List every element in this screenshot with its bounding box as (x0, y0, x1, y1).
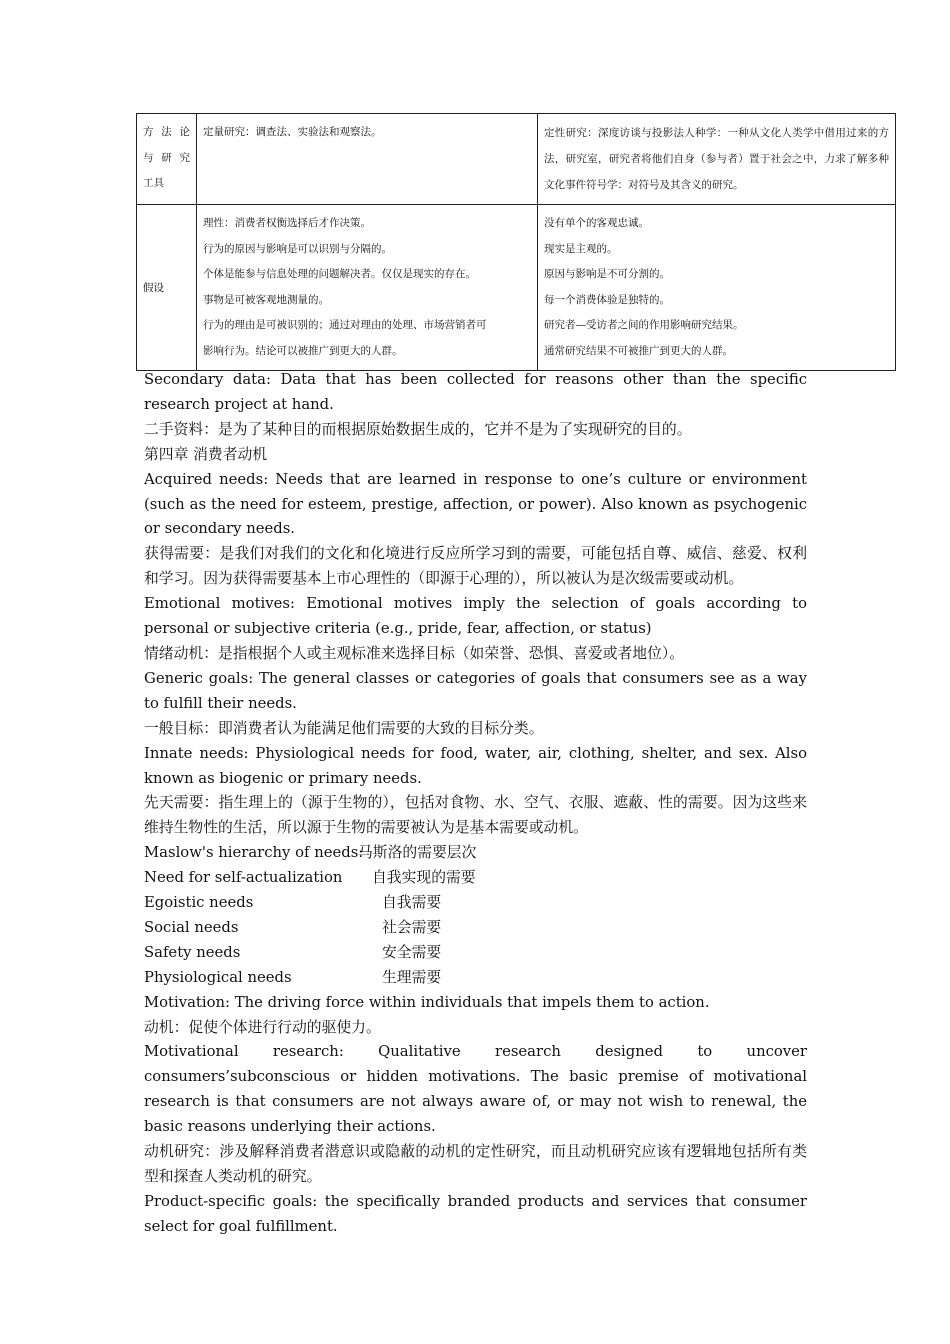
cell-line: 理性：消费者权衡选择后才作决策。 (203, 217, 371, 229)
generic-goals-cn: 一般目标：即消费者认为能满足他们需要的大致的目标分类。 (144, 719, 544, 737)
cell-line: 行为的理由是可被识别的；通过对理由的处理、市场营销者可 (203, 319, 487, 331)
generic-goals-en: Generic goals: The general classes or categories of goals that consumers see as a way to fulfill their needs. (144, 669, 807, 712)
cell-line: 行为的原因与影响是可以识别与分隔的。 (203, 242, 392, 255)
maslow-level (144, 866, 807, 891)
cell-line: 影响行为。结论可以被推广到更大的人群。 (203, 344, 403, 357)
maslow-level-en: Safety needs (144, 943, 241, 961)
maslow-level (144, 966, 807, 991)
label-line: 工具 (143, 177, 164, 189)
acquired-needs-cn: 获得需要：是我们对我们的文化和化境进行反应所学习到的需要，可能包括自尊、威信、慈爱、权利和学习。因为获得需要基本上市心理性的（即源于心理的），所以被认为是次级需要或动机。 (144, 545, 807, 588)
maslow-level-en: Social needs (144, 918, 239, 936)
cell-line: 事物是可被客观地测量的。 (203, 293, 329, 306)
label-line: 与 研 究 (143, 151, 190, 164)
innate-needs-en: Innate needs: Physiological needs for food, water, air, clothing, shelter, and sex. Also known as biogenic or primary needs. (144, 744, 807, 787)
maslow-level-en: Need for self-actualization (144, 869, 343, 887)
quantitative-cell (197, 205, 538, 371)
maslow-level-cn: 安全需要 (382, 943, 442, 961)
cell-line: 通常研究结果不可被推广到更大的人群。 (544, 344, 733, 357)
cell-line: 没有单个的客观忠诚。 (544, 217, 649, 229)
motivation-en: Motivation: The driving force within individuals that impels them to action. (144, 993, 710, 1011)
row-label-methodology (137, 114, 197, 205)
qualitative-cell (538, 114, 896, 205)
document-body (144, 368, 807, 1240)
motivational-research-en: Motivational research: Qualitative research designed to uncover consumers’subconscious or hidden motivations. The basic premise of motivational research is that consumers are not always aware of, or may not wish to renewal, the basic reasons underlying their actions. (144, 1043, 807, 1136)
maslow-level (144, 891, 807, 916)
maslow-heading (144, 841, 807, 866)
comparison-table (136, 113, 896, 371)
chapter-heading: 第四章 消费者动机 (144, 445, 268, 463)
maslow-level (144, 916, 807, 941)
maslow-level-en: Physiological needs (144, 968, 292, 986)
cell-line: 定量研究：调查法、实验法和观察法。 (203, 126, 382, 138)
secondary-data-en: Secondary data: Data that has been collected for reasons other than the specific research project at hand. (144, 371, 807, 413)
motivation-cn: 动机：促使个体进行行动的驱使力。 (144, 1018, 381, 1036)
cell-text: 定性研究：深度访谈与投影法人种学：一种从文化人类学中借用过来的方法，研究室，研究者将他们自身（参与者）置于社会之中，力求了解多种文化事件符号学：对符号及其含义的研究。 (544, 127, 889, 191)
maslow-heading-en: Maslow's hierarchy of needs: (144, 844, 364, 862)
cell-line: 个体是能参与信息处理的问题解决者。仅仅是现实的存在。 (203, 268, 476, 280)
emotional-motives-cn: 情绪动机：是指根据个人或主观标准来选择目标（如荣誉、恐惧、喜爱或者地位）。 (144, 644, 685, 662)
maslow-level-cn: 自我实现的需要 (372, 869, 476, 887)
cell-line: 原因与影响是不可分割的。 (544, 268, 670, 280)
cell-line: 研究者—受访者之间的作用影响研究结果。 (544, 319, 744, 331)
secondary-data-cn: 二手资料：是为了某种目的而根据原始数据生成的，它并不是为了实现研究的目的。 (144, 420, 692, 438)
cell-line: 每一个消费体验是独特的。 (544, 293, 670, 306)
motivational-research-cn: 动机研究：涉及解释消费者潜意识或隐蔽的动机的定性研究，而且动机研究应该有逻辑地包括所有类型和探查人类动机的研究。 (144, 1143, 807, 1185)
table-row (137, 205, 896, 371)
maslow-level-cn: 自我需要 (382, 894, 442, 912)
product-specific-goals-en: Product-specific goals: the specifically branded products and services that consumer select for goal fulfillment. (144, 1192, 807, 1235)
table-row (137, 114, 896, 205)
label-line: 方 法 论 (143, 126, 190, 138)
maslow-level (144, 941, 807, 966)
maslow-level-cn: 社会需要 (382, 918, 442, 936)
cell-line: 现实是主观的。 (544, 242, 618, 255)
maslow-level-en: Egoistic needs (144, 894, 254, 912)
acquired-needs-en: Acquired needs: Needs that are learned in response to one’s culture or environment (such as the need for esteem, prestige, affection, or power). Also known as psychogenic or secondary needs. (144, 470, 807, 538)
maslow-heading-cn: 马斯洛的需要层次 (358, 844, 477, 862)
emotional-motives-en: Emotional motives: Emotional motives imply the selection of goals according to personal or subjective criteria (e.g., pride, fear, affection, or status) (144, 595, 807, 638)
innate-needs-cn: 先天需要：指生理上的（源于生物的），包括对食物、水、空气、衣服、遮蔽、性的需要。因为这些来维持生物性的生活，所以源于生物的需要被认为是基本需要或动机。 (144, 794, 807, 837)
maslow-level-cn: 生理需要 (382, 968, 442, 986)
quantitative-cell (197, 114, 538, 205)
row-label-assumptions: 假设 (137, 205, 197, 371)
qualitative-cell (538, 205, 896, 371)
